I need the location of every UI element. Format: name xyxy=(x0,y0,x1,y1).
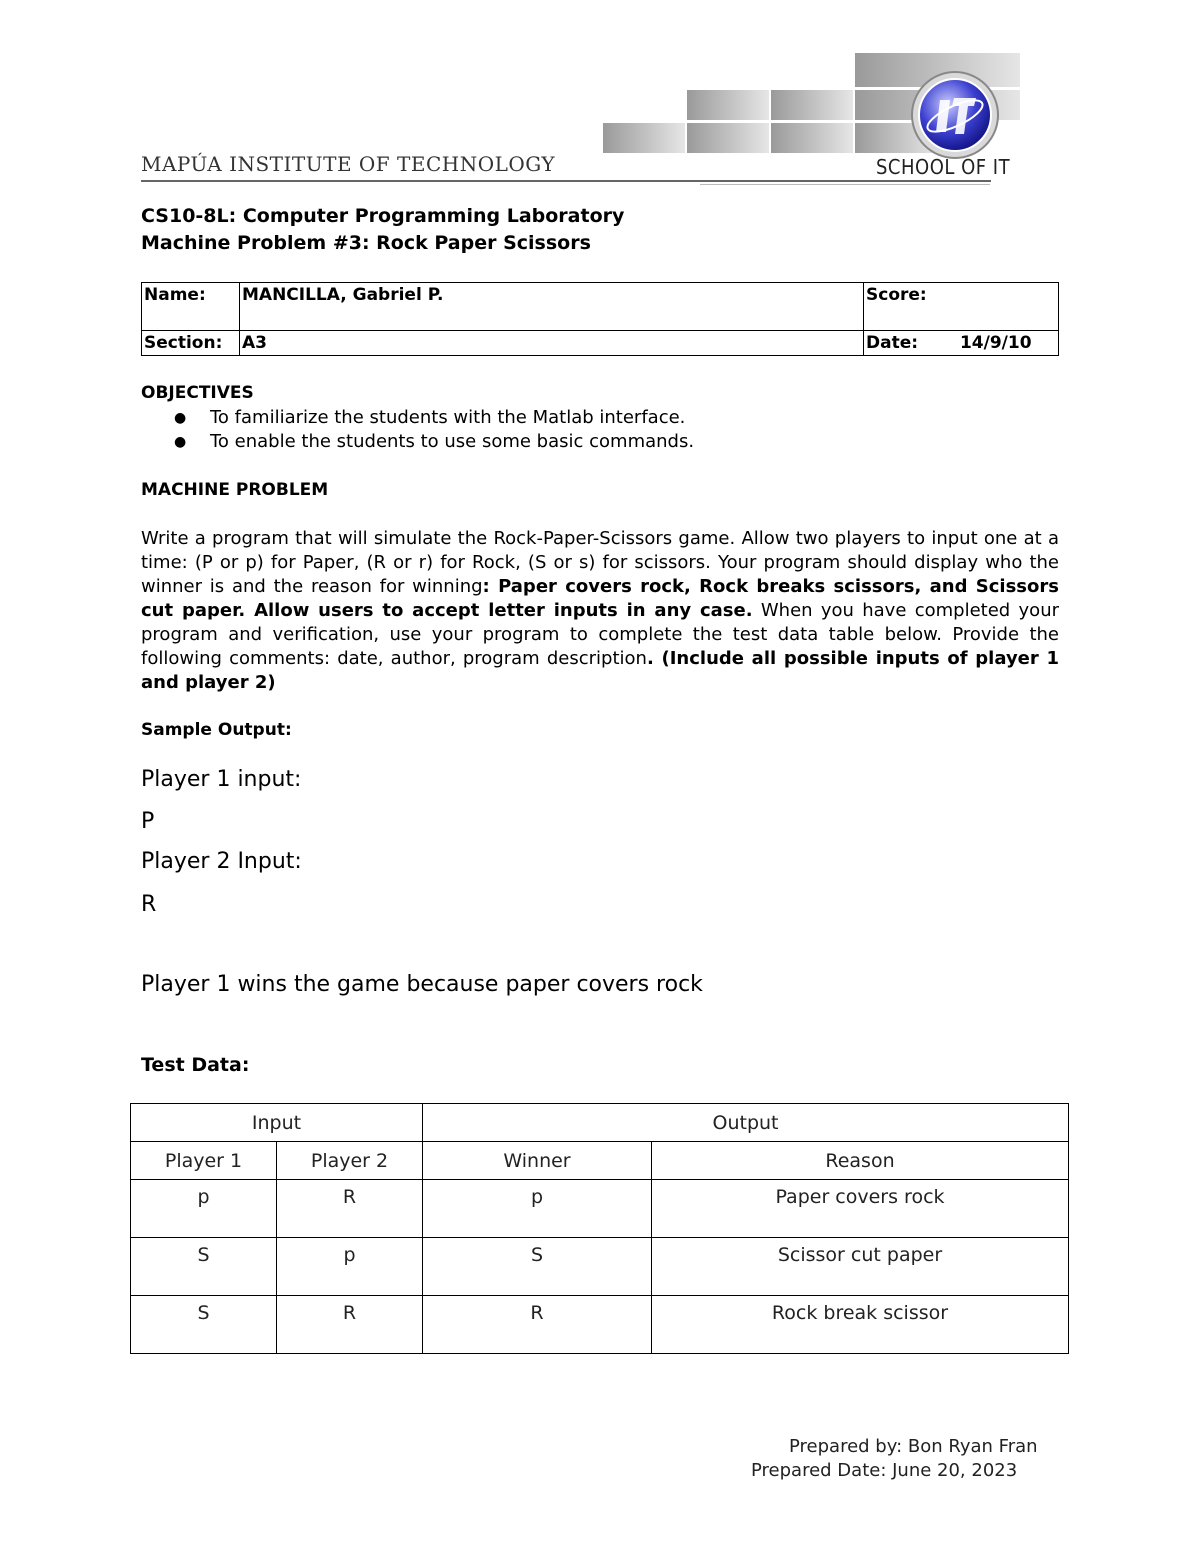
table-cell: R xyxy=(277,1180,423,1238)
column-header: Winner xyxy=(423,1142,652,1180)
column-header: Player 1 xyxy=(131,1142,277,1180)
header-decor-block xyxy=(771,123,853,153)
header-decor-block xyxy=(687,90,769,120)
table-cell: S xyxy=(131,1238,277,1296)
test-data-table xyxy=(130,1103,1069,1354)
objectives-heading: OBJECTIVES xyxy=(141,383,254,403)
player1-input-value: P xyxy=(141,809,155,834)
table-cell: R xyxy=(423,1296,652,1354)
table-cell: p xyxy=(423,1180,652,1238)
table-cell: R xyxy=(277,1296,423,1354)
machine-problem-title: Machine Problem #3: Rock Paper Scissors xyxy=(141,232,591,254)
mp-bold-1: : Paper covers rock, Rock breaks scissors, and Scissors cut paper. Allow users to accept letter inputs in any case. xyxy=(141,576,1059,621)
section-label: Section: xyxy=(142,331,240,356)
header-decor-block xyxy=(687,123,769,153)
header-rule-secondary xyxy=(700,184,990,185)
table-cell: S xyxy=(131,1296,277,1354)
objectives-list xyxy=(170,406,694,454)
date-cell xyxy=(864,331,1059,356)
table-cell: Rock break scissor xyxy=(652,1296,1069,1354)
school-label: SCHOOL OF IT xyxy=(876,155,1011,179)
table-row xyxy=(131,1296,1069,1354)
date-value: 14/9/10 xyxy=(959,333,1032,353)
input-group-header: Input xyxy=(131,1104,423,1142)
objective-item: ● To familiarize the students with the Matlab interface. xyxy=(170,406,694,430)
sample-result: Player 1 wins the game because paper covers rock xyxy=(141,972,703,997)
date-label: Date: xyxy=(866,333,919,353)
name-label: Name: xyxy=(142,283,240,331)
table-cell: p xyxy=(277,1238,423,1296)
school-of-it-logo-icon xyxy=(910,70,1000,160)
score-cell xyxy=(864,283,1059,331)
student-info-table xyxy=(141,282,1059,356)
course-title: CS10-8L: Computer Programming Laboratory xyxy=(141,205,625,227)
name-value: MANCILLA, Gabriel P. xyxy=(240,283,864,331)
section-value: A3 xyxy=(240,331,864,356)
sample-output-heading: Sample Output: xyxy=(141,720,292,740)
mp-bold-2: . (Include all possible inputs of player 1 and player 2) xyxy=(141,648,1059,693)
table-cell: Paper covers rock xyxy=(652,1180,1069,1238)
table-cell: Scissor cut paper xyxy=(652,1238,1069,1296)
institution-name: MAPÚA INSTITUTE OF TECHNOLOGY xyxy=(141,152,556,176)
table-cell: p xyxy=(131,1180,277,1238)
score-label: Score: xyxy=(866,285,927,305)
mp-text-2: When you have completed your program and verification, use your program to complete the test data table below. Provide the following comments: date, author, program description xyxy=(141,600,1060,669)
header-decor-block xyxy=(603,123,685,153)
column-header: Reason xyxy=(652,1142,1069,1180)
machine-problem-description xyxy=(141,527,1059,695)
prepared-by: Prepared by: Bon Ryan Fran xyxy=(789,1436,1038,1457)
output-group-header: Output xyxy=(423,1104,1069,1142)
test-data-heading: Test Data: xyxy=(141,1054,250,1076)
table-row xyxy=(131,1238,1069,1296)
player1-input-label: Player 1 input: xyxy=(141,767,302,792)
mp-text-1: Write a program that will simulate the Rock-Paper-Scissors game. Allow two players to input one at a time: (P or p) for Paper, (R or r) for Rock, (S or s) for scissors. Your program should display who the winner is and the reason for winning xyxy=(141,528,1059,597)
table-row xyxy=(131,1180,1069,1238)
prepared-date: Prepared Date: June 20, 2023 xyxy=(751,1460,1018,1481)
machine-problem-heading: MACHINE PROBLEM xyxy=(141,480,329,500)
table-cell: S xyxy=(423,1238,652,1296)
player2-input-label: Player 2 Input: xyxy=(141,849,302,874)
objective-item: ● To enable the students to use some basic commands. xyxy=(170,430,694,454)
header-decor-block xyxy=(771,90,853,120)
player2-input-value: R xyxy=(141,892,157,917)
column-header: Player 2 xyxy=(277,1142,423,1180)
header-rule xyxy=(141,180,991,182)
